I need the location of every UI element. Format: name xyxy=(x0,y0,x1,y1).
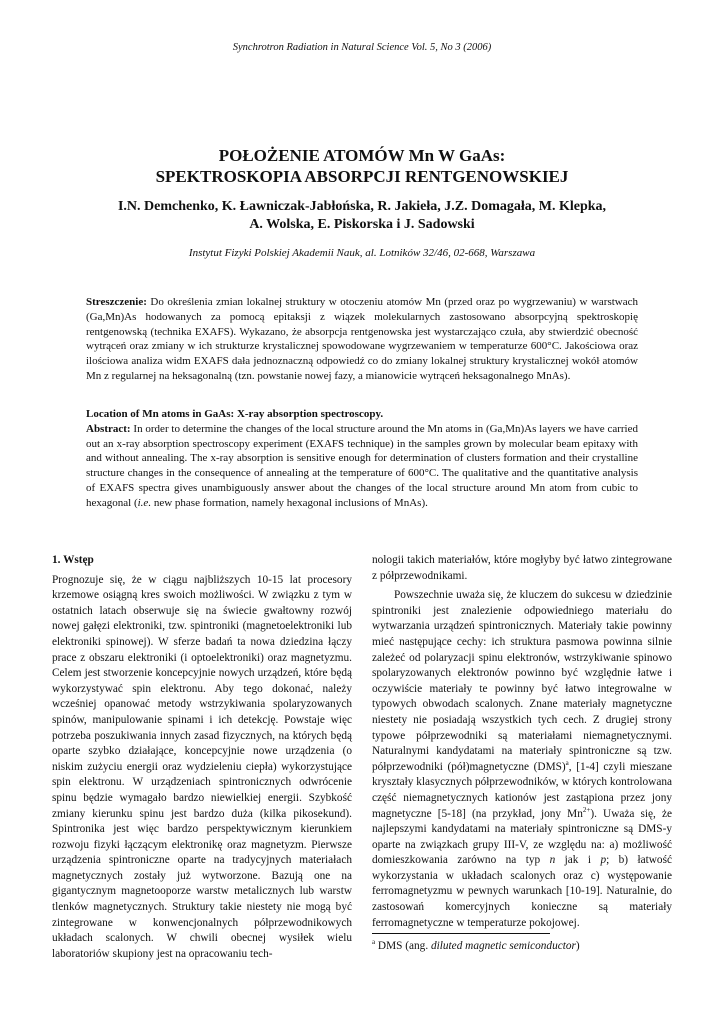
footnote-text: DMS (ang. xyxy=(375,940,431,952)
p2-text-e: ; b) łatwość wykorzystania w układach scalonych oraz c) występowanie ferromagnetyzmu w pewnych warunkach [10-19]. Naturalnie, do zastosowań komercyjnych konieczne są materiały ferromagnetyczne w temperaturze pokojowej. xyxy=(372,854,672,929)
footnote-marker: a xyxy=(372,938,376,947)
footnote-italic: diluted magnetic semiconductor xyxy=(430,940,576,952)
abstract-english xyxy=(86,407,638,511)
author-list xyxy=(0,198,724,234)
p2-text-c: ). Uważa się, że najlepszymi kandydatami na materiały spintroniczne są DMS-y oparte na związkach grupy III-V, ze względu na: a) możliwość domieszkowania zarówno na typ xyxy=(372,807,672,867)
p2-n-type: n xyxy=(549,854,556,867)
affiliation: Instytut Fizyki Polskiej Akademii Nauk, al. Lotników 32/46, 02-668, Warszawa xyxy=(188,247,536,259)
abstract-en-label: Abstract: xyxy=(86,422,131,435)
title-line-1: POŁOŻENIE ATOMÓW Mn W GaAs: xyxy=(218,146,506,165)
abstract-en-title: Location of Mn atoms in GaAs: X-ray absorption spectroscopy. xyxy=(86,408,384,420)
footnote xyxy=(372,940,580,952)
body-column-right xyxy=(372,553,672,931)
p2-text-d: jak i xyxy=(555,854,601,867)
title-line-2: SPEKTROSKOPIA ABSORPCJI RENTGENOWSKIEJ xyxy=(155,167,569,186)
footnote-ref: a xyxy=(565,758,569,767)
journal-header: Synchrotron Radiation in Natural Science Vol. 5, No 3 (2006) xyxy=(232,42,492,53)
p2-text-a: Powszechnie uważa się, że kluczem do sukcesu w dziedzinie spintroniki jest znalezienie odpowiedniego materiału do wytwarzania urządzeń spintronicznych. Materiały takie powinny mieć następujące cechy: ich struktura pasmowa powinna silnie zależeć od polaryzacji spinu elektronów, wstrzykiwanie spinowo spolaryzowanych elektronów powinno być względnie łatwe i oczywiście materiały te powinny być łatwo integrowalne w typowych obwodach scalonych. Znane materiały magnetyczne niestety nie posiadają wszystkich tych cech. Z drugiej strony typowe półprzewodniki są materiałami niemagnetycznymi. Naturalnymi kandydatami na materiały spintroniczne są tzw. półprzewodniki (pół)magnetyczne (DMS) xyxy=(372,589,672,773)
authors-line-2: A. Wolska, E. Piskorska i J. Sadowski xyxy=(249,217,475,232)
body-column-left xyxy=(52,553,352,962)
abstract-en-ie: i.e. xyxy=(137,496,152,509)
intro-paragraph-2 xyxy=(372,588,672,931)
abstract-en-text: In order to determine the changes of the local structure around the Mn atoms in (Ga,Mn)As layers we have carried out an x-ray absorption spectroscopy experiment (EXAFS technique) in the samples grown by molecular beam epitaxy with and without annealing. The x-ray absorption is sensitive enough for determination of clusters formation and their crystalline structure changes in the consequence of annealing at the temperature of 600°C. The qualitative and the quantitative analysis of EXAFS spectra gives unambiguously answer about the changes of the local structure around Mn atom from cubic to hexagonal ( xyxy=(86,422,638,509)
abstract-en-text-end: new phase formation, namely hexagonal inclusions of MnAs). xyxy=(151,496,428,509)
p2-p-type: p xyxy=(600,854,607,867)
authors-line-1: I.N. Demchenko, K. Ławniczak-Jabłońska, R. Jakieła, J.Z. Domagała, M. Klepka, xyxy=(117,199,607,214)
intro-paragraph-continued: nologii takich materiałów, które mogłyby być łatwo zintegrowane z półprzewodnikami. xyxy=(372,554,672,582)
footnote-close: ) xyxy=(575,940,580,952)
footnote-divider xyxy=(372,933,550,934)
mn-charge: 2+ xyxy=(582,805,591,814)
abstract-pl-text: Do określenia zmian lokalnej struktury w otoczeniu atomów Mn (przed oraz po wygrzewaniu) w warstwach (Ga,Mn)As hodowanych za pomocą epitaksji z wiązek molekularnych zastosowano absorpcyjną spektroskopię rentgenowską (technika EXAFS). Wykazano, że absorpcja rentgenowska jest wystarczająco czuła, aby stwierdzić obecność wytrąceń oraz zmiany w ich strukturze krystalicznej spowodowane wygrzewaniem w temperaturze 600°C. Jakościowa oraz ilościowa analiza widm EXAFS dała jednoznaczną odpowiedź co do zmiany lokalnej struktury krystalicznej wokół atomów Mn z regularnej na heksagonalną (tzn. powstanie nowej fazy, a mianowicie wytrąceń heksagonalnego MnAs). xyxy=(86,296,638,382)
paper-title xyxy=(0,145,724,187)
intro-paragraph-1: Prognozuje się, że w ciągu najbliższych 10-15 lat procesory krzemowe osiągną kres swoich możliwości. W związku z tym w ostatnich latach obserwuje się na świecie gwałtowny rozwój nowej gałęzi elektroniki, tzw. spintroniki (magnetoelektroniki lub elektroniki spinowej). W sferze badań ta nowa dziedzina łączy prace z obszaru elektroniki (i optoelektroniki) oraz magnetyzmu. Celem jest stworzenie koncepcyjnie nowych urządzeń, które będą wykorzystywać spin elektronu. Aby tego dokonać, należy wcześniej opanować metody wstrzykiwania spolaryzowanych spinów, manipulowanie spinami i ich detekcję. Powstaje więc potrzeba poszukiwania innych zasad fizycznych, na których będą oparte szybko działające, koncepcyjnie nowe urządzenia (o niskim zużyciu energii oraz wydzieleniu ciepła) wykorzystujące spin elektronu. W urządzeniach spintronicznych odwrócenie spinu będzie wymagało bardzo niewielkiej energii. Szybkość zmiany kierunku spinu jest bardzo duża (kilka pikosekund). Spintronika jest więc bardzo perspektywicznym kierunkiem rozwoju fizyki łączącym elektronikę oraz magnetyzm. Pierwsze urządzenia spintroniczne oparte na tradycyjnych materiałach magnetycznych zostały już wytworzone. Bazują one na gigantycznym magnetooporze warstw metalicznych lub warstw tlenków magnetycznych. Struktury takie niestety nie mogą być zintegrowane w konwencjonalnych półprzewodnikowych układach scalonych. W chwili obecnej wysiłek wielu laboratoriów skupiony jest na opracowaniu tech- xyxy=(52,573,352,960)
section-heading: 1. Wstęp xyxy=(52,554,94,566)
abstract-pl-label: Streszczenie: xyxy=(86,296,147,308)
p2-text-b: , [1-4] czyli mieszane kryształy klasycznych półprzewodników, w których kontrolowana część niemagnetycznych kationów jest zastąpiona przez jony magnetyczne [5-18] (na przykład, jony Mn xyxy=(372,760,672,820)
abstract-polish xyxy=(86,295,638,384)
